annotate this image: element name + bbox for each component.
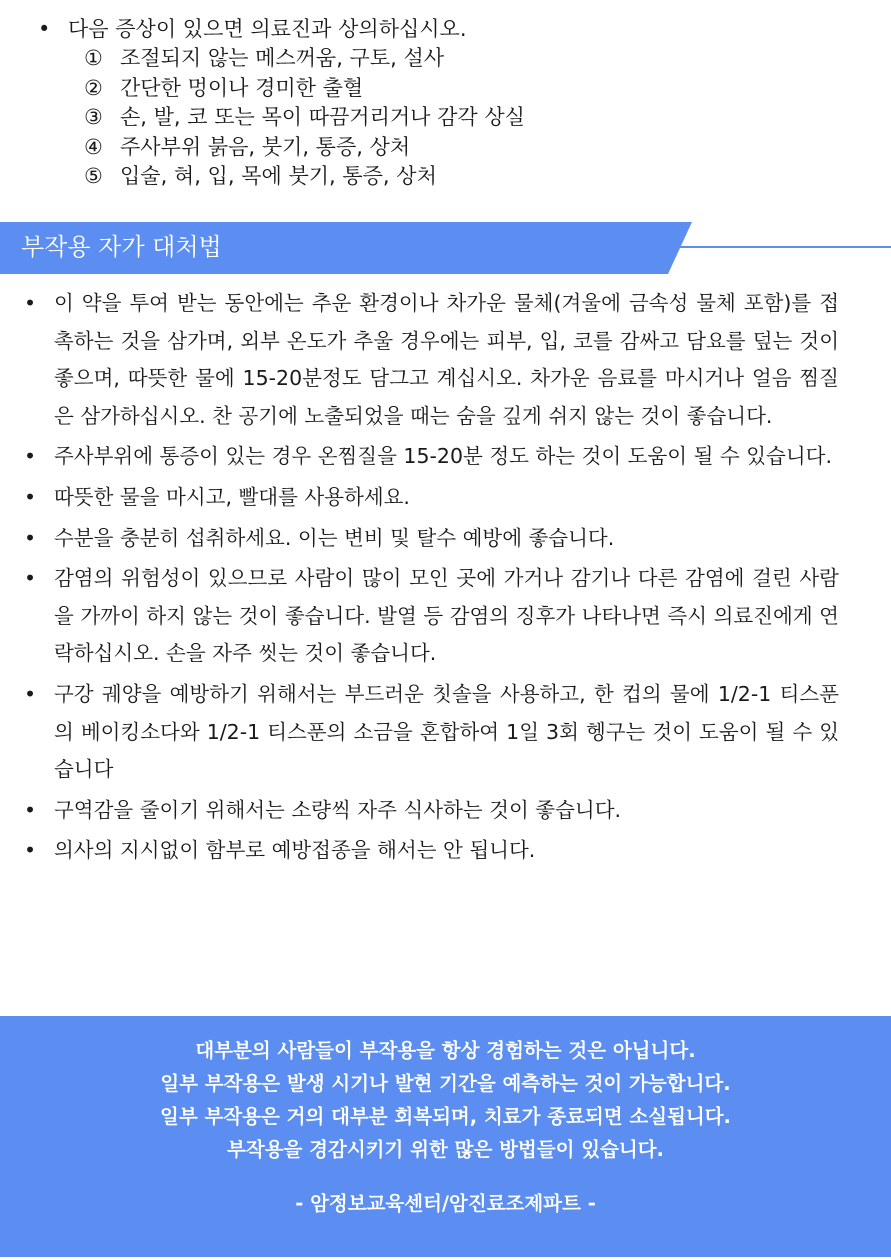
- bullet-mark: •: [24, 838, 37, 863]
- symptom-text: 입술, 혀, 입, 목에 붓기, 통증, 상처: [120, 164, 437, 188]
- footer-line: 부작용을 경감시키기 위한 많은 방법들이 있습니다.: [227, 1138, 664, 1161]
- symptom-number: ③: [84, 105, 103, 129]
- list-item: [0, 479, 839, 517]
- list-item-text: 따뜻한 물을 마시고, 빨대를 사용하세요.: [54, 484, 410, 509]
- footer-message-box: [0, 1016, 891, 1257]
- list-item: [0, 438, 839, 476]
- bullet-mark: •: [38, 17, 51, 41]
- bullet-mark: •: [24, 797, 37, 822]
- footer-line: 일부 부작용은 발생 시기나 발현 기간을 예측하는 것이 가능합니다.: [160, 1072, 731, 1095]
- list-item-text: 주사부위에 통증이 있는 경우 온찜질을 15-20분 정도 하는 것이 도움이 될 수 있습니다.: [54, 444, 832, 469]
- symptom-number: ④: [84, 134, 103, 159]
- bullet-mark: •: [24, 681, 37, 706]
- list-item: [0, 285, 839, 435]
- list-item: [0, 832, 839, 870]
- list-item: [0, 560, 839, 673]
- footer-line: 대부분의 사람들이 부작용을 항상 경험하는 것은 아닙니다.: [195, 1039, 696, 1062]
- list-item-text: 의사의 지시없이 함부로 예방접종을 해서는 안 됩니다.: [54, 838, 536, 863]
- list-item: [0, 792, 839, 830]
- footer-signature: - 암정보교육센터/암진료조제파트 -: [295, 1192, 596, 1215]
- symptom-text: 간단한 멍이나 경미한 출혈: [120, 75, 364, 100]
- bullet-mark: •: [24, 291, 37, 315]
- symptom-text: 조절되지 않는 메스꺼움, 구토, 설사: [120, 46, 445, 70]
- list-item-text: 구역감을 줄이기 위해서는 소량씩 자주 식사하는 것이 좋습니다.: [54, 797, 622, 822]
- symptom-number: ②: [84, 75, 103, 100]
- list-item-text: 수분을 충분히 섭취하세요. 이는 변비 및 탈수 예방에 좋습니다.: [54, 525, 615, 550]
- bullet-mark: •: [24, 484, 37, 509]
- bullet-mark: •: [24, 566, 37, 591]
- bullet-mark: •: [24, 525, 37, 550]
- symptom-intro-text: 다음 증상이 있으면 의료진과 상의하십시오.: [68, 17, 467, 41]
- list-item-text: 감염의 위험성이 있으므로 사람이 많이 모인 곳에 가거나 감기나 다른 감염에 걸린 사람을 가까이 하지 않는 것이 좋습니다. 발열 등 감염의 징후가 나타나면 즉시 의료진에게 연락하십시오. 손을 자주 씻는 것이 좋습니다.: [54, 566, 839, 666]
- list-item: [0, 520, 839, 558]
- list-item-text: 이 약을 투여 받는 동안에는 추운 환경이나 차가운 물체(겨울에 금속성 물체 포함)를 접촉하는 것을 삼가며, 외부 온도가 추울 경우에는 피부, 입, 코를 감싸고 담요를 덮는 것이 좋으며, 따뜻한 물에 15-20분정도 담그고 계십시오. 차가운 음료를 마시거나 얼음 찜질은 삼가하십시오. 찬 공기에 노출되었을 때는 숨을 깊게 쉬지 않는 것이 좋습니다.: [54, 291, 839, 428]
- bullet-mark: •: [24, 444, 37, 469]
- section-header: [0, 222, 891, 274]
- symptom-text: 손, 발, 코 또는 목이 따끔거리거나 감각 상실: [120, 105, 525, 129]
- symptom-text: 주사부위 붉음, 붓기, 통증, 상처: [120, 134, 411, 159]
- list-item-text: 구강 궤양을 예방하기 위해서는 부드러운 칫솔을 사용하고, 한 컵의 물에 1/2-1 티스푼의 베이킹소다와 1/2-1 티스푼의 소금을 혼합하여 1일 3회 헹구는 것이 도움이 될 수 있습니다: [54, 681, 839, 782]
- self-care-list: [0, 285, 891, 873]
- section-title: 부작용 자가 대처법: [21, 233, 222, 261]
- symptom-number: ①: [84, 46, 103, 70]
- list-item: [0, 676, 839, 789]
- footer-line: 일부 부작용은 거의 대부분 회복되며, 치료가 종료되면 소실됩니다.: [160, 1105, 731, 1128]
- symptom-number: ⑤: [84, 164, 103, 188]
